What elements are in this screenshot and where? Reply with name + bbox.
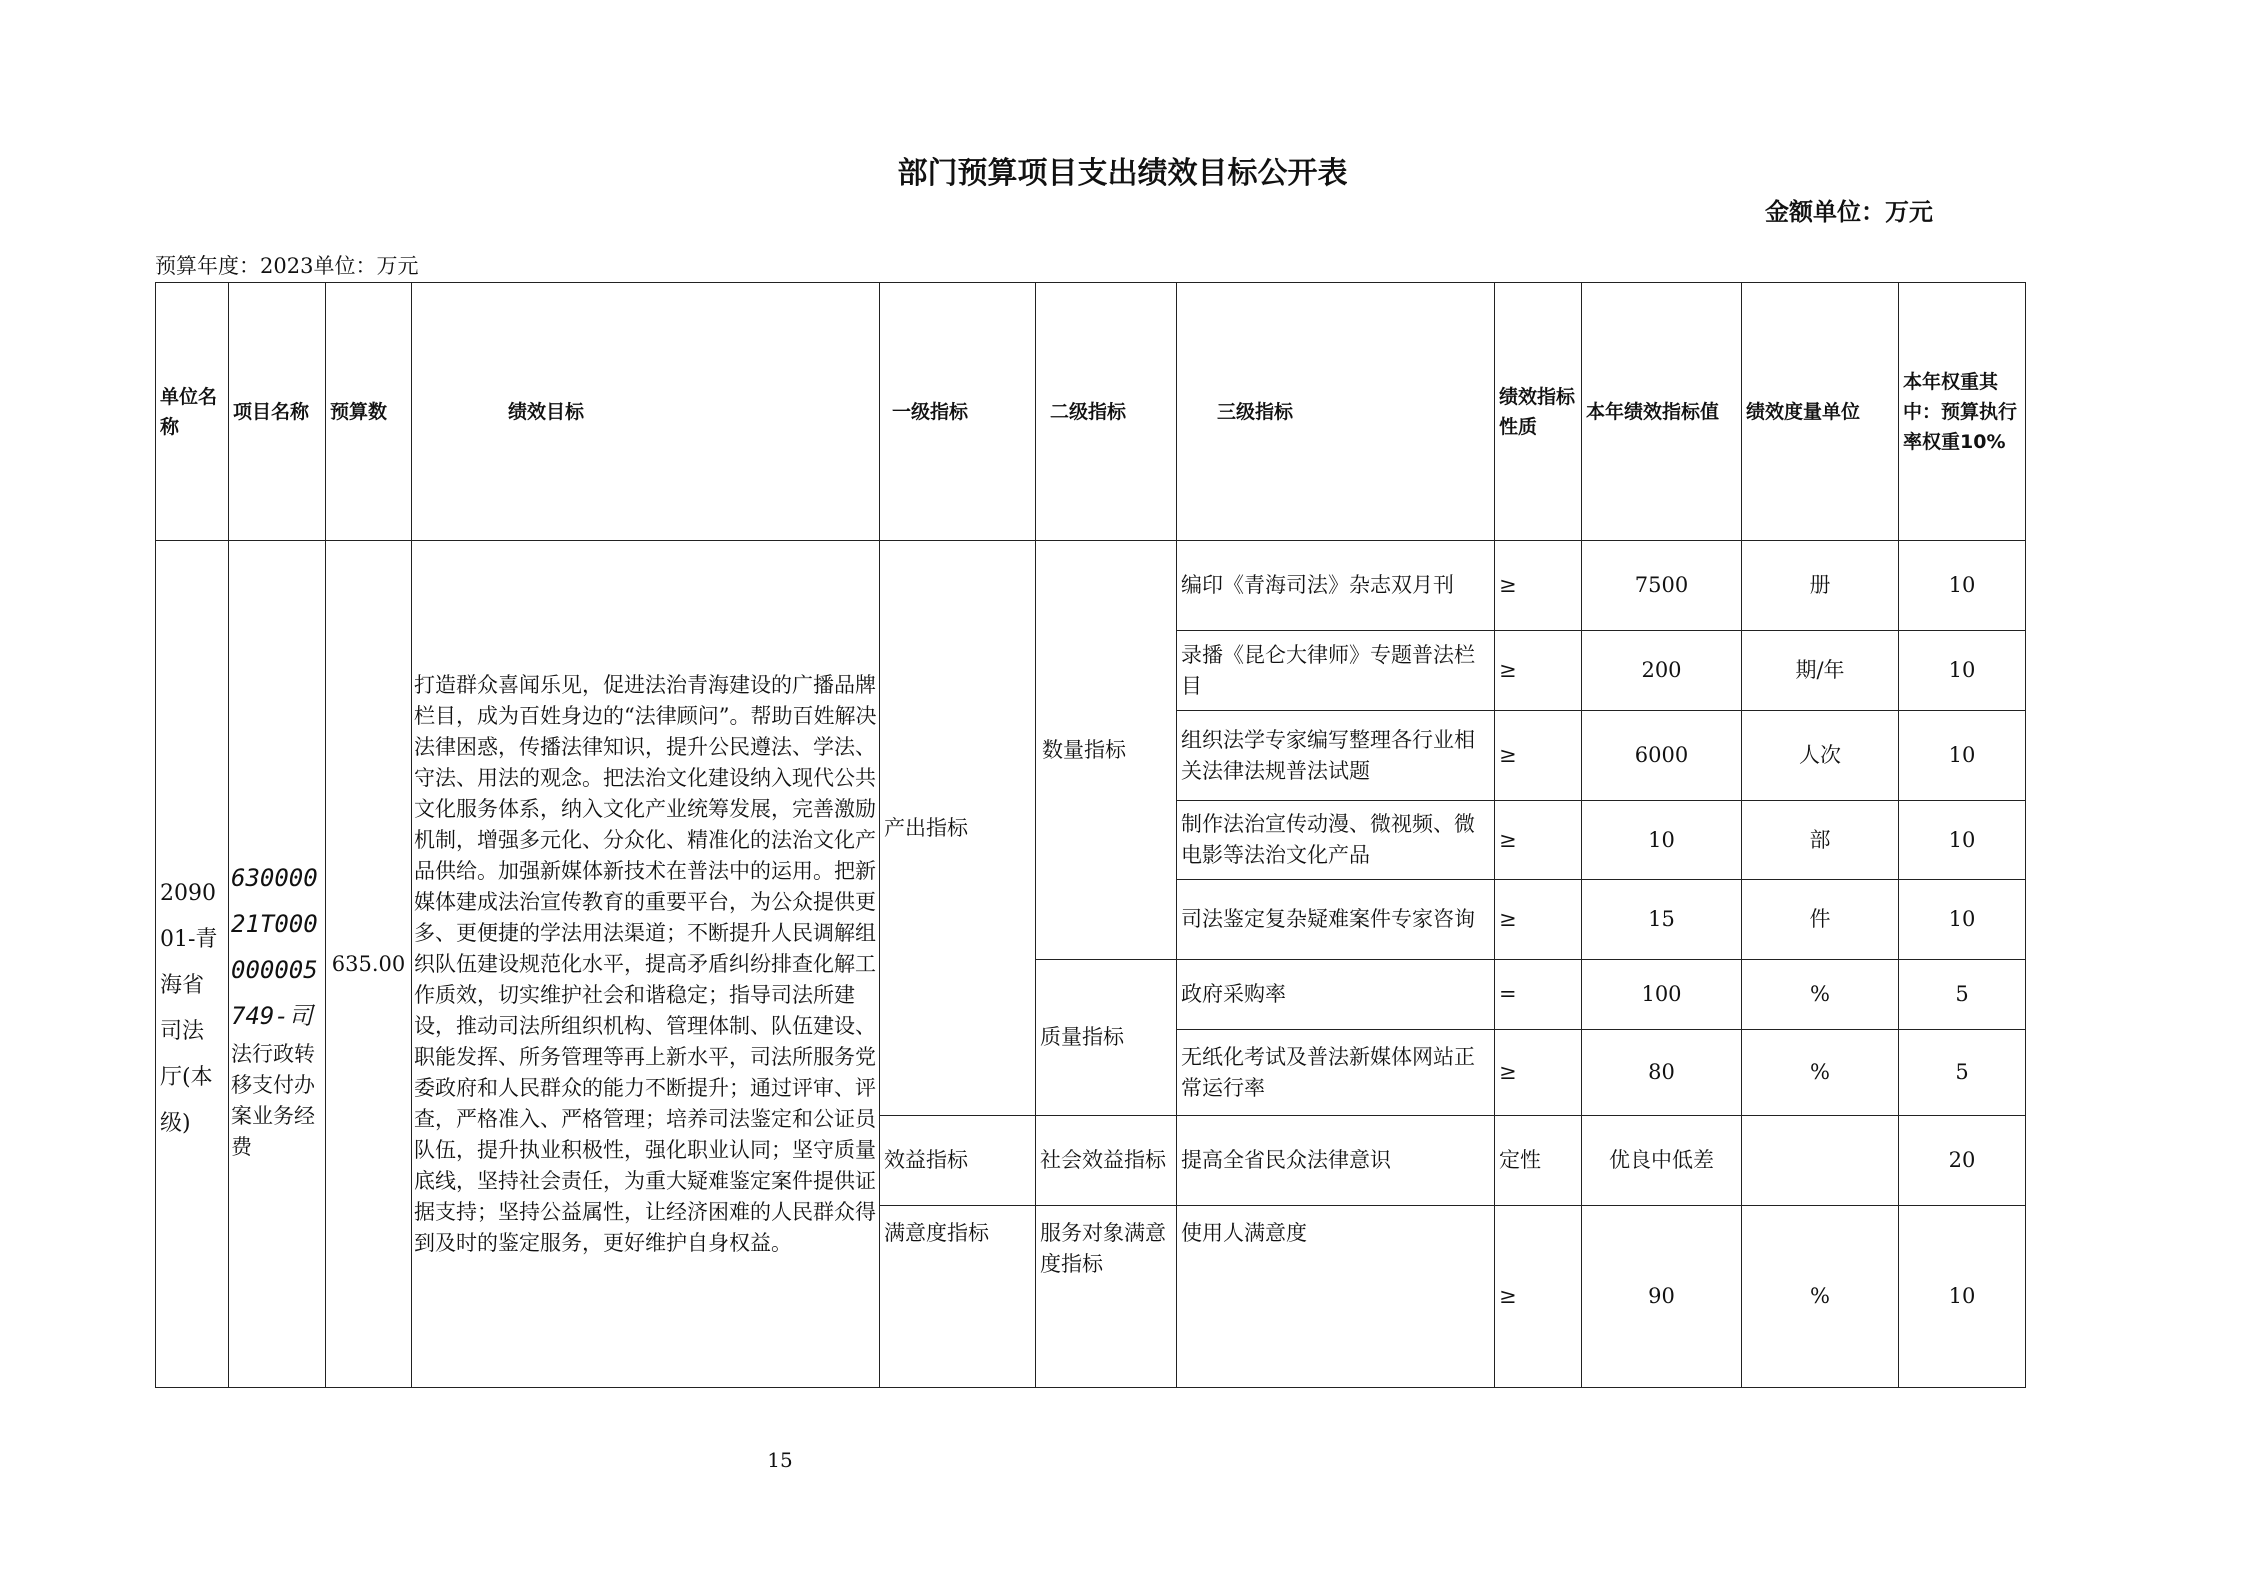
- weight-cell: 10: [1899, 880, 2026, 960]
- weight-cell: 10: [1899, 1206, 2026, 1388]
- header-value: 本年绩效指标值: [1582, 283, 1742, 541]
- nature-cell: 定性: [1495, 1116, 1582, 1206]
- value-cell: 15: [1582, 880, 1742, 960]
- level3-cell: 制作法治宣传动漫、微视频、微电影等法治文化产品: [1177, 801, 1495, 880]
- value-cell: 7500: [1582, 541, 1742, 631]
- value-cell: 80: [1582, 1030, 1742, 1116]
- level3-cell: 使用人满意度: [1177, 1206, 1495, 1388]
- unit-cell: %: [1742, 1030, 1899, 1116]
- unit-cell: 册: [1742, 541, 1899, 631]
- level2-quality: 质量指标: [1036, 960, 1177, 1116]
- unit-cell: 部: [1742, 801, 1899, 880]
- level2-social: 社会效益指标: [1036, 1116, 1177, 1206]
- level2-service: 服务对象满意度指标: [1036, 1206, 1177, 1388]
- weight-cell: 10: [1899, 631, 2026, 711]
- level3-cell: 录播《昆仑大律师》专题普法栏目: [1177, 631, 1495, 711]
- level1-output: 产出指标: [880, 541, 1036, 1116]
- nature-cell: ≥: [1495, 880, 1582, 960]
- unit-cell: 期/年: [1742, 631, 1899, 711]
- value-cell: 6000: [1582, 711, 1742, 801]
- level1-satisfaction: 满意度指标: [880, 1206, 1036, 1388]
- project-name-text: 法行政转移支付办案业务经费: [231, 1042, 315, 1159]
- nature-cell: ≥: [1495, 801, 1582, 880]
- header-level3: 三级指标: [1177, 283, 1495, 541]
- amount-unit-label: 金额单位：万元: [1765, 198, 1933, 226]
- header-unit-name: 单位名称: [156, 283, 229, 541]
- level3-cell: 政府采购率: [1177, 960, 1495, 1030]
- weight-cell: 10: [1899, 541, 2026, 631]
- performance-table: [155, 282, 2026, 1388]
- header-row: [156, 283, 2026, 541]
- level1-benefit: 效益指标: [880, 1116, 1036, 1206]
- weight-cell: 10: [1899, 711, 2026, 801]
- project-code-text: 63000021T000000005749-司: [231, 864, 318, 1030]
- unit-name-cell: [156, 541, 229, 1388]
- level2-quantity: 数量指标: [1036, 541, 1177, 960]
- unit-cell: %: [1742, 960, 1899, 1030]
- page-title: 部门预算项目支出绩效目标公开表: [897, 156, 1348, 191]
- unit-cell: 件: [1742, 880, 1899, 960]
- budget-year-line: 预算年度：2023单位：万元: [155, 254, 419, 278]
- level3-cell: 司法鉴定复杂疑难案件专家咨询: [1177, 880, 1495, 960]
- unit-cell: %: [1742, 1206, 1899, 1388]
- weight-cell: 10: [1899, 801, 2026, 880]
- nature-cell: ≥: [1495, 541, 1582, 631]
- value-cell: 100: [1582, 960, 1742, 1030]
- header-measure-unit: 绩效度量单位: [1742, 283, 1899, 541]
- level3-cell: 无纸化考试及普法新媒体网站正常运行率: [1177, 1030, 1495, 1116]
- page-number: 15: [767, 1448, 793, 1472]
- weight-cell: 20: [1899, 1116, 2026, 1206]
- header-nature: 绩效指标性质: [1495, 283, 1582, 541]
- weight-cell: 5: [1899, 960, 2026, 1030]
- nature-cell: ≥: [1495, 1206, 1582, 1388]
- value-cell: 优良中低差: [1582, 1116, 1742, 1206]
- level3-cell: 编印《青海司法》杂志双月刊: [1177, 541, 1495, 631]
- header-level1: 一级指标: [880, 283, 1036, 541]
- header-goal: 绩效目标: [412, 283, 880, 541]
- project-name-cell: [229, 541, 326, 1388]
- header-weight: 本年权重其中：预算执行率权重10%: [1899, 283, 2026, 541]
- value-cell: 10: [1582, 801, 1742, 880]
- weight-cell: 5: [1899, 1030, 2026, 1116]
- unit-name-text: 209001-青海省司法厅(本级): [160, 881, 218, 1136]
- level3-cell: 组织法学专家编写整理各行业相关法律法规普法试题: [1177, 711, 1495, 801]
- nature-cell: =: [1495, 960, 1582, 1030]
- unit-cell: [1742, 1116, 1899, 1206]
- nature-cell: ≥: [1495, 1030, 1582, 1116]
- table-row: [156, 541, 2026, 631]
- value-cell: 90: [1582, 1206, 1742, 1388]
- unit-cell: 人次: [1742, 711, 1899, 801]
- value-cell: 200: [1582, 631, 1742, 711]
- nature-cell: ≥: [1495, 711, 1582, 801]
- header-project-name: 项目名称: [229, 283, 326, 541]
- level3-cell: 提高全省民众法律意识: [1177, 1116, 1495, 1206]
- nature-cell: ≥: [1495, 631, 1582, 711]
- budget-cell: 635.00: [326, 541, 412, 1388]
- header-budget: 预算数: [326, 283, 412, 541]
- header-level2: 二级指标: [1036, 283, 1177, 541]
- goal-cell: 打造群众喜闻乐见，促进法治青海建设的广播品牌栏目，成为百姓身边的“法律顾问”。帮助百姓解决法律困惑，传播法律知识，提升公民遵法、学法、守法、用法的观念。把法治文化建设纳入现代公共文化服务体系，纳入文化产业统筹发展，完善激励机制，增强多元化、分众化、精准化的法治文化产品供给。加强新媒体新技术在普法中的运用。把新媒体建成法治宣传教育的重要平台，为公众提供更多、更便捷的学法用法渠道；不断提升人民调解组织队伍建设规范化水平，提高矛盾纠纷排查化解工作质效，切实维护社会和谐稳定；指导司法所建设，推动司法所组织机构、管理体制、队伍建设、职能发挥、所务管理等再上新水平，司法所服务党委政府和人民群众的能力不断提升；通过评审、评查，严格准入、严格管理；培养司法鉴定和公证员队伍，提升执业积极性，强化职业认同；坚守质量底线，坚持社会责任，为重大疑难鉴定案件提供证据支持；坚持公益属性，让经济困难的人民群众得到及时的鉴定服务，更好维护自身权益。: [412, 541, 880, 1388]
